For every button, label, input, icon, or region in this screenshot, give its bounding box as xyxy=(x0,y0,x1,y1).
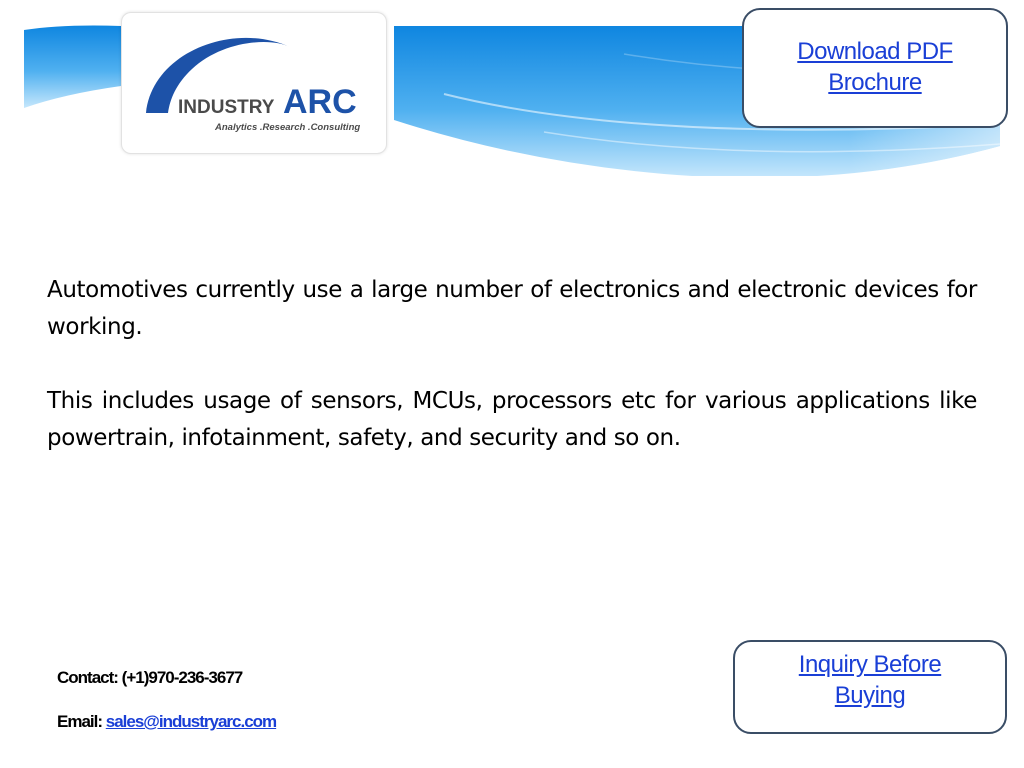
download-brochure-link[interactable] xyxy=(775,36,975,98)
paragraph-2: This includes usage of sensors, MCUs, processors etc for various applications like powertrain, infotainment, safety, and security and so on. xyxy=(47,388,977,451)
contact-info xyxy=(57,664,276,736)
contact-email-line xyxy=(57,708,276,736)
inquiry-link[interactable] xyxy=(760,649,980,711)
download-brochure-line1: Download PDF xyxy=(797,38,953,65)
company-logo xyxy=(121,12,387,154)
download-brochure-box[interactable] xyxy=(742,8,1008,128)
inquiry-line1: Inquiry Before xyxy=(798,651,942,678)
logo-brand-prefix: INDUSTRY xyxy=(178,97,275,118)
logo-brand-suffix: ARC xyxy=(283,83,357,121)
inquiry-line2: Buying xyxy=(834,682,906,709)
email-link[interactable]: sales@industryarc.com xyxy=(105,712,277,731)
logo-tagline: Analytics .Research .Consulting xyxy=(215,122,361,133)
contact-number: 970-236-3677 xyxy=(148,668,243,687)
contact-label: Contact: (+1) xyxy=(57,668,149,687)
download-brochure-line2: Brochure xyxy=(828,69,922,96)
inquiry-box[interactable] xyxy=(733,640,1007,734)
contact-phone-line xyxy=(57,664,276,692)
logo-graphic xyxy=(122,13,386,153)
main-content xyxy=(47,272,977,494)
paragraph-1: Automotives currently use a large number of electronics and electronic devices for working. xyxy=(47,277,977,340)
email-label: Email: xyxy=(57,712,103,731)
